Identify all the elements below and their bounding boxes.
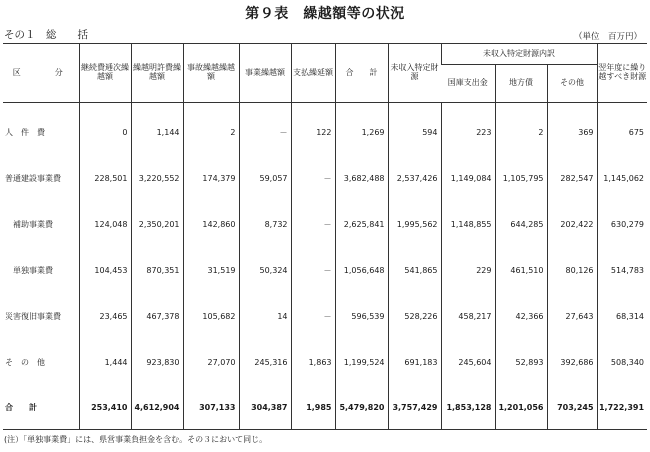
cell-value: 923,830 xyxy=(131,339,183,385)
table-row xyxy=(3,103,647,156)
table-body xyxy=(3,103,647,430)
header-unreceived-revenue: 未収入特定財源 xyxy=(388,44,441,103)
cell-value: 1,148,855 xyxy=(441,201,495,247)
cell-value: － xyxy=(291,201,335,247)
table-row xyxy=(3,293,647,339)
page-title: 第９表 繰越額等の状況 xyxy=(245,6,405,22)
cell-value: 2,625,841 xyxy=(335,201,388,247)
header-national-subsidy: 国庫支出金 xyxy=(441,65,495,103)
header-total: 合 計 xyxy=(335,44,388,103)
cell-value: 124,048 xyxy=(79,201,131,247)
cell-value: 1,056,648 xyxy=(335,247,388,293)
cell-value: 1,853,128 xyxy=(441,385,495,430)
cell-value: 675 xyxy=(597,103,647,156)
cell-value: 80,126 xyxy=(547,247,597,293)
cell-value: 1,199,524 xyxy=(335,339,388,385)
table-subtitle: その１ 総 括 xyxy=(4,29,88,41)
cell-value: 1,863 xyxy=(291,339,335,385)
row-label: 人 件 費 xyxy=(5,127,45,137)
cell-value: 2,537,426 xyxy=(388,155,441,201)
cell-value: 0 xyxy=(79,103,131,156)
cell-value: 245,604 xyxy=(441,339,495,385)
cell-value: 307,133 xyxy=(183,385,239,430)
cell-value: 3,220,552 xyxy=(131,155,183,201)
cell-value: 1,105,795 xyxy=(495,155,547,201)
cell-value: 870,351 xyxy=(131,247,183,293)
header-category: 区 分 xyxy=(3,44,79,103)
table-row xyxy=(3,339,647,385)
header-continuing-expense: 継続費逓次繰越額 xyxy=(79,44,131,103)
cell-value: 27,643 xyxy=(547,293,597,339)
cell-value: 2 xyxy=(183,103,239,156)
table-row xyxy=(3,247,647,293)
cell-value: 245,316 xyxy=(239,339,291,385)
cell-value: 104,453 xyxy=(79,247,131,293)
cell-value: 514,783 xyxy=(597,247,647,293)
cell-value: 50,324 xyxy=(239,247,291,293)
cell-value: 27,070 xyxy=(183,339,239,385)
cell-value: 8,732 xyxy=(239,201,291,247)
cell-value: 458,217 xyxy=(441,293,495,339)
cell-value: 1,144 xyxy=(131,103,183,156)
row-label: そ の 他 xyxy=(5,357,45,367)
table-row xyxy=(3,385,647,430)
cell-value: 1,201,056 xyxy=(495,385,547,430)
cell-value: － xyxy=(291,155,335,201)
cell-value: 1,985 xyxy=(291,385,335,430)
cell-value: 14 xyxy=(239,293,291,339)
cell-value: 202,422 xyxy=(547,201,597,247)
footnote: (注）「単独事業費」には、県営事業負担金を含む。その３において同じ。 xyxy=(4,435,268,444)
cell-value: 703,245 xyxy=(547,385,597,430)
header-breakdown-group: 未収入特定財源内訳 xyxy=(441,44,597,65)
cell-value: 5,479,820 xyxy=(335,385,388,430)
header-accident-carryover: 事故繰越繰越額 xyxy=(183,44,239,103)
cell-value: 644,285 xyxy=(495,201,547,247)
row-label: 普通建設事業費 xyxy=(5,173,61,183)
header-explicit-carryover: 繰越明許費繰越額 xyxy=(131,44,183,103)
cell-value: 52,893 xyxy=(495,339,547,385)
cell-value: 105,682 xyxy=(183,293,239,339)
cell-value: 1,149,084 xyxy=(441,155,495,201)
cell-value: 596,539 xyxy=(335,293,388,339)
carryover-table xyxy=(3,43,647,430)
cell-value: 630,279 xyxy=(597,201,647,247)
unit-label: （単位 百万円） xyxy=(573,32,642,42)
cell-value: 369 xyxy=(547,103,597,156)
cell-value: 1,145,062 xyxy=(597,155,647,201)
cell-value: 461,510 xyxy=(495,247,547,293)
cell-value: 467,378 xyxy=(131,293,183,339)
cell-value: 142,860 xyxy=(183,201,239,247)
cell-value: 3,757,429 xyxy=(388,385,441,430)
cell-value: 1,995,562 xyxy=(388,201,441,247)
header-local-bond: 地方債 xyxy=(495,65,547,103)
cell-value: 1,444 xyxy=(79,339,131,385)
cell-value: 4,612,904 xyxy=(131,385,183,430)
cell-value: 528,226 xyxy=(388,293,441,339)
header-other: その他 xyxy=(547,65,597,103)
cell-value: 228,501 xyxy=(79,155,131,201)
row-label: 合 計 xyxy=(3,385,79,430)
cell-value: 304,387 xyxy=(239,385,291,430)
cell-value: 229 xyxy=(441,247,495,293)
cell-value: 594 xyxy=(388,103,441,156)
cell-value: 2 xyxy=(495,103,547,156)
header-deferred-payment: 支払繰延額 xyxy=(291,44,335,103)
cell-value: 31,519 xyxy=(183,247,239,293)
cell-value: 282,547 xyxy=(547,155,597,201)
table-row xyxy=(3,155,647,201)
cell-value: 253,410 xyxy=(79,385,131,430)
cell-value: 174,379 xyxy=(183,155,239,201)
cell-value: 68,314 xyxy=(597,293,647,339)
table-row xyxy=(3,201,647,247)
cell-value: 508,340 xyxy=(597,339,647,385)
cell-value: 691,183 xyxy=(388,339,441,385)
cell-value: － xyxy=(291,247,335,293)
row-label: 災害復旧事業費 xyxy=(5,311,61,321)
cell-value: 42,366 xyxy=(495,293,547,339)
cell-value: 2,350,201 xyxy=(131,201,183,247)
cell-value: 541,865 xyxy=(388,247,441,293)
cell-value: 392,686 xyxy=(547,339,597,385)
header-project-carryover: 事業繰越額 xyxy=(239,44,291,103)
cell-value: 59,057 xyxy=(239,155,291,201)
cell-value: 223 xyxy=(441,103,495,156)
cell-value: － xyxy=(291,293,335,339)
cell-value: 1,269 xyxy=(335,103,388,156)
cell-value: 1,722,391 xyxy=(597,385,647,430)
cell-value: 122 xyxy=(291,103,335,156)
header-next-year-revenue: 翌年度に繰り越すべき財源 xyxy=(597,44,647,103)
row-label: 補助事業費 xyxy=(13,219,53,229)
cell-value: 3,682,488 xyxy=(335,155,388,201)
cell-value: － xyxy=(239,103,291,156)
cell-value: 23,465 xyxy=(79,293,131,339)
row-label: 単独事業費 xyxy=(13,265,53,275)
